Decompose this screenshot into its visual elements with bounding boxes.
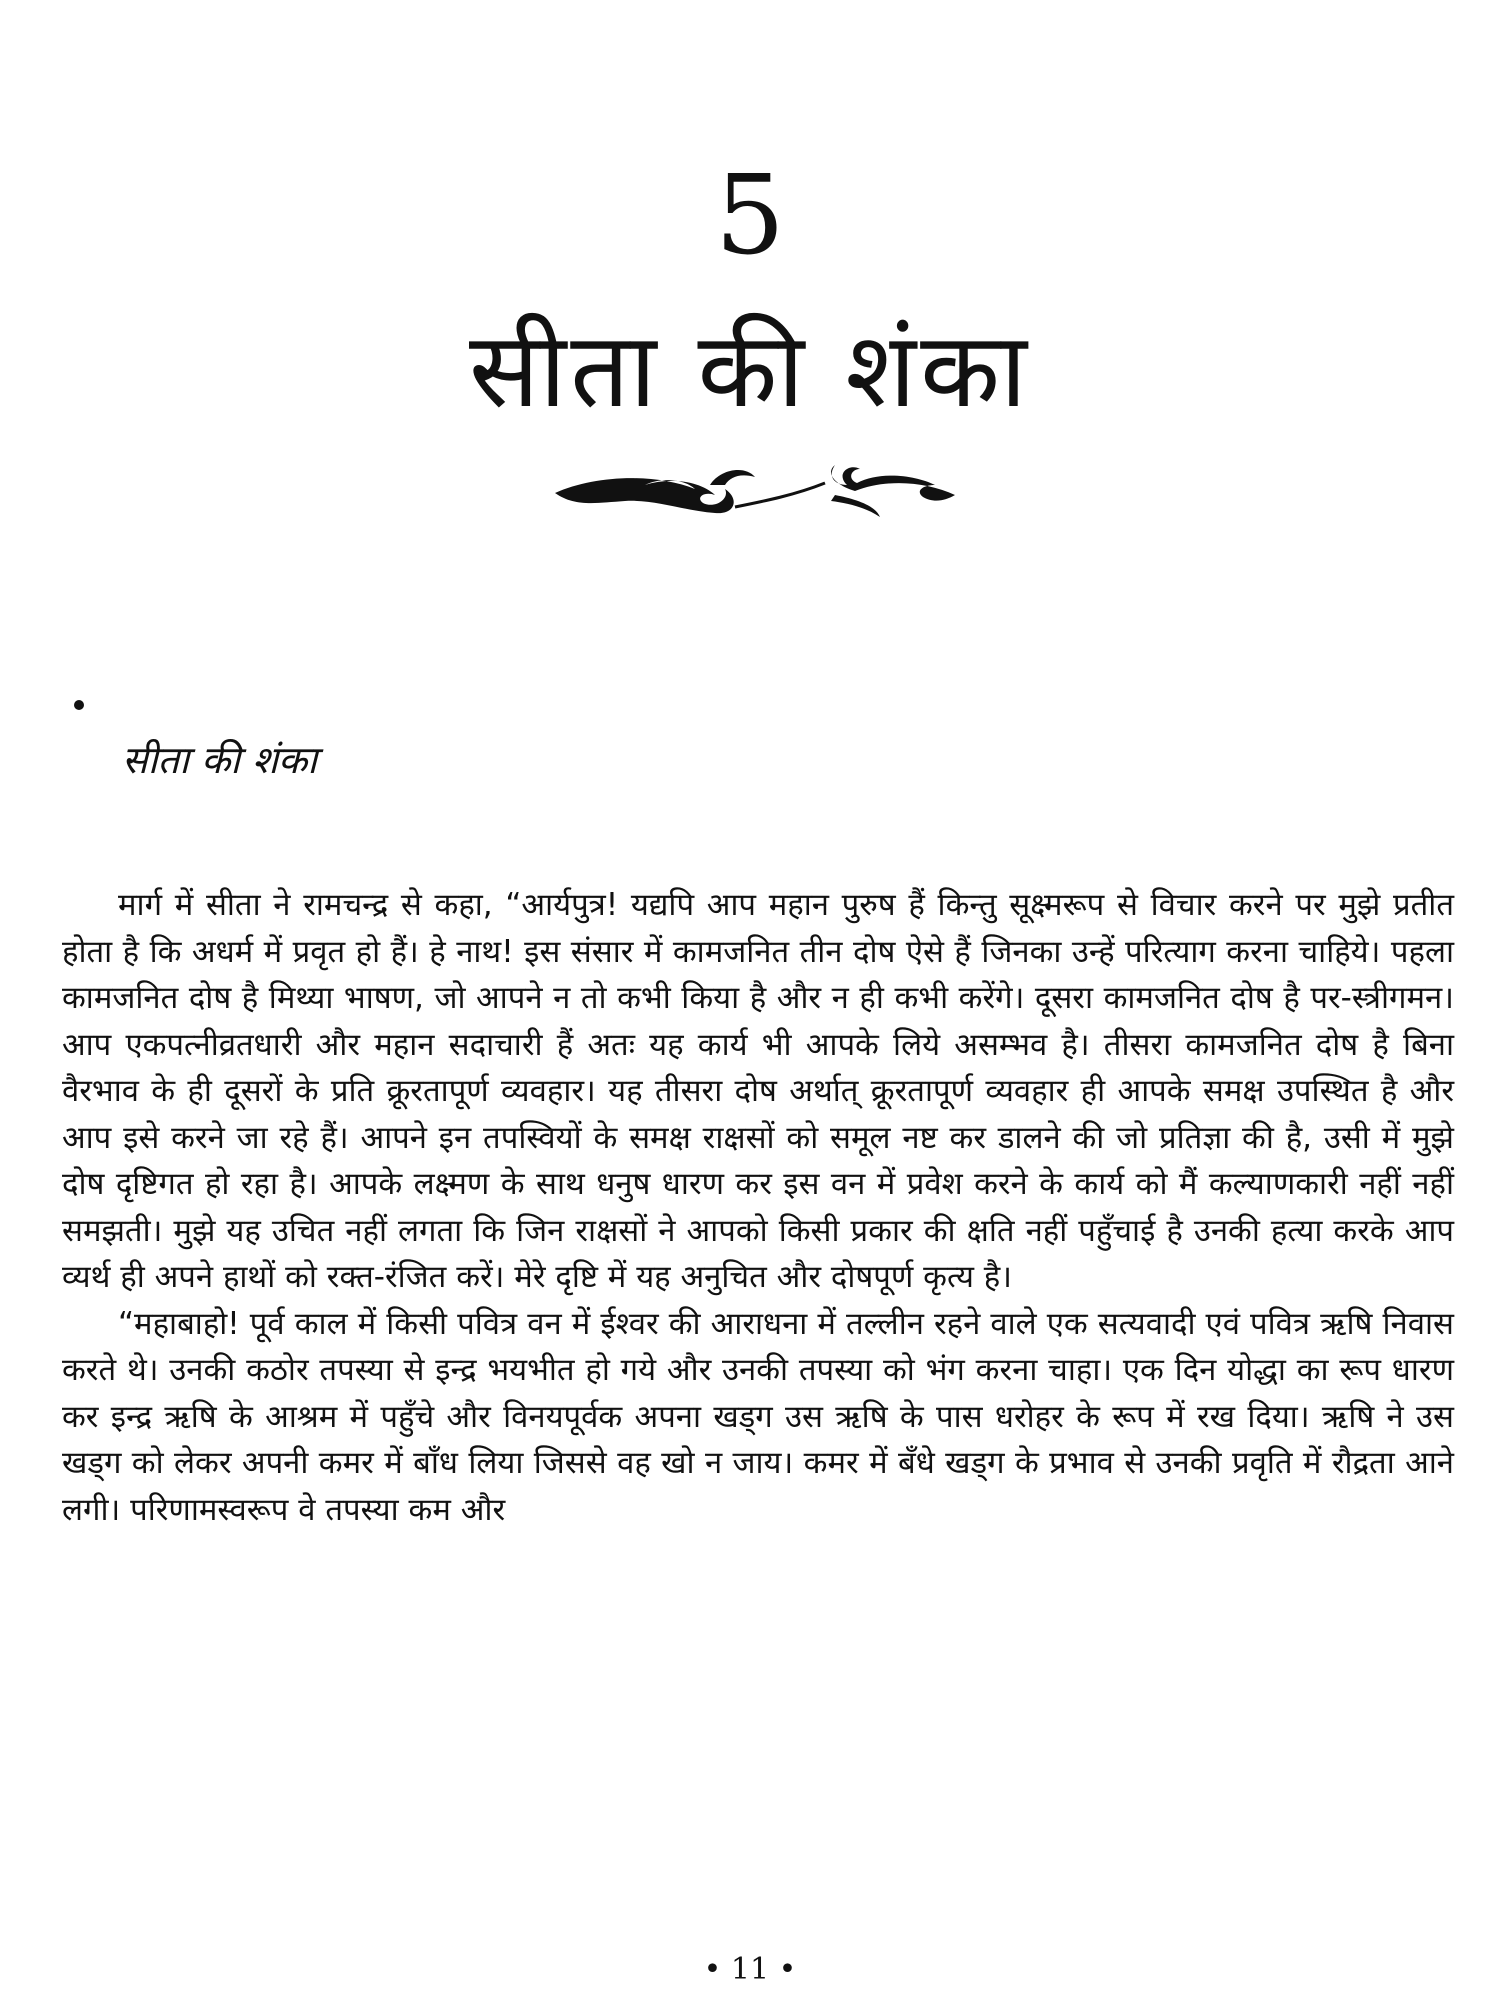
list-bullet bbox=[74, 700, 84, 710]
section-title: सीता की शंका bbox=[122, 738, 318, 782]
flourish-ornament-icon bbox=[535, 455, 975, 525]
paragraph: मार्ग में सीता ने रामचन्द्र से कहा, “आर्यपुत्र! यद्यपि आप महान पुरुष हैं किन्तु सूक्ष्मरूप से विचार करने पर मुझे प्रतीत होता है कि अधर्म में प्रवृत हो हैं। हे नाथ! इस संसार में कामजनित तीन दोष ऐसे हैं जिनका उन्हें परित्याग करना चाहिये। पहला कामजनित दोष है मिथ्या भाषण, जो आपने न तो कभी किया है और न ही कभी करेंगे। दूसरा कामजनित दोष है पर-स्त्रीगमन। आप एकपत्नीव्रतधारी और महान सदाचारी हैं अतः यह कार्य भी आपके लिये असम्भव है। तीसरा कामजनित दोष है बिना वैरभाव के ही दूसरों के प्रति क्रूरतापूर्ण व्यवहार। यह तीसरा दोष अर्थात् क्रूरतापूर्ण व्यवहार ही आपके समक्ष उपस्थित है और आप इसे करने जा रहे हैं। आपने इन तपस्वियों के समक्ष राक्षसों को समूल नष्ट कर डालने की जो प्रतिज्ञा की है, उसी में मुझे दोष दृष्टिगत हो रहा है। आपके लक्ष्मण के साथ धनुष धारण कर इस वन में प्रवेश करने के कार्य को मैं कल्याणकारी नहीं नहीं समझती। मुझे यह उचित नहीं लगता कि जिन राक्षसों ने आपको किसी प्रकार की क्षति नहीं पहुँचाई है उनकी हत्या करके आप व्यर्थ ही अपने हाथों को रक्त-रंजित करें। मेरे दृष्टि में यह अनुचित और दोषपूर्ण कृत्य है। bbox=[62, 887, 1454, 1295]
chapter-title: सीता की शंका bbox=[469, 309, 1031, 431]
page-number: • 11 • bbox=[703, 1952, 797, 1987]
chapter-number: 5 bbox=[715, 151, 785, 279]
paragraph: “महाबाहो! पूर्व काल में किसी पवित्र वन में ईश्वर की आराधना में तल्लीन रहने वाले एक सत्यवादी एवं पवित्र ऋषि निवास करते थे। उनकी कठोर तपस्या से इन्द्र भयभीत हो गये और उनकी तपस्या को भंग करना चाहा। एक दिन योद्धा का रूप धारण कर इन्द्र ऋषि के आश्रम में पहुँचे और विनयपूर्वक अपना खड्ग उस ऋषि के पास धरोहर के रूप में रख दिया। ऋषि ने उस खड्ग को लेकर अपनी कमर में बाँध लिया जिससे वह खो न जाय। कमर में बँधे खड्ग के प्रभाव से उनकी प्रवृति में रौद्रता आने लगी। परिणामस्वरूप वे तपस्या कम और bbox=[62, 1305, 1454, 1528]
body-text bbox=[62, 882, 1454, 1533]
